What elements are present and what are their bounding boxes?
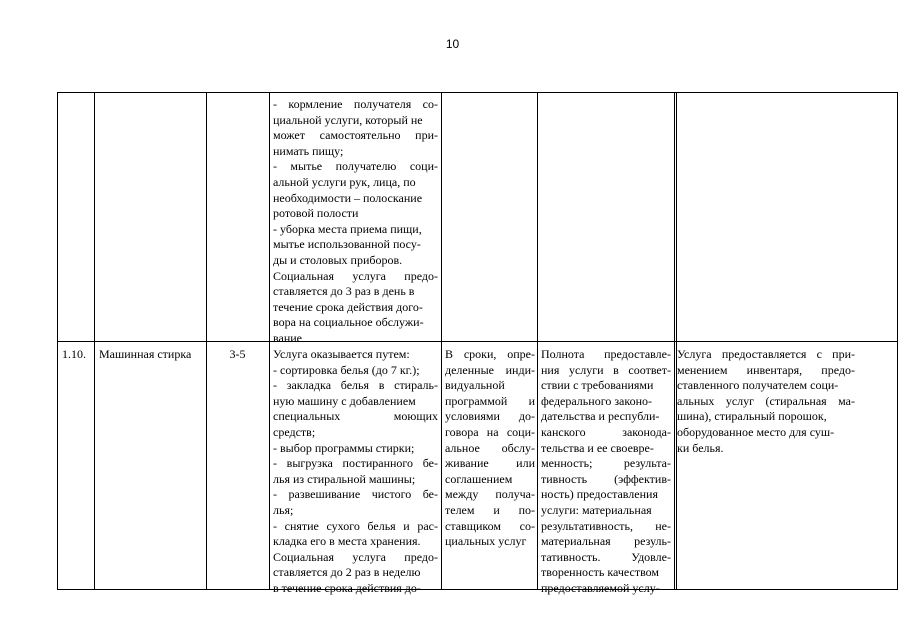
service-description bbox=[273, 347, 438, 597]
row-number: 1.10. bbox=[62, 347, 86, 361]
text-line: ротовой полости bbox=[273, 206, 359, 221]
page-number: 10 bbox=[445, 37, 460, 51]
text-line: - снятие сухого белья и рас- bbox=[273, 518, 438, 533]
text-line: ния услуги в соответ- bbox=[541, 362, 671, 377]
text-line: творенность качеством bbox=[541, 565, 660, 580]
text-line: нимать пищу; bbox=[273, 143, 344, 158]
text-line: говора на соци- bbox=[445, 424, 535, 439]
text-line: деленные инди- bbox=[445, 362, 535, 377]
text-line: видуальной bbox=[445, 378, 505, 393]
row-divider bbox=[58, 341, 897, 342]
text-line: между получа- bbox=[445, 487, 535, 502]
text-line: канского законода- bbox=[541, 424, 671, 439]
text-line: кладка его в места хранения. bbox=[273, 534, 421, 549]
text-line: - закладка белья в стираль- bbox=[273, 378, 438, 393]
text-line: соглашением bbox=[445, 471, 513, 486]
text-line: - выгрузка постиранного бе- bbox=[273, 456, 438, 471]
text-line: мытье использованной посу- bbox=[273, 237, 421, 252]
text-line: тативность. Удовле- bbox=[541, 549, 671, 564]
text-line: специальных моющих bbox=[273, 409, 438, 424]
text-line: циальной услуги, который не bbox=[273, 112, 423, 127]
text-line: альных услуг (стиральная ма- bbox=[677, 393, 855, 408]
text-line: - выбор программы стирки; bbox=[273, 440, 415, 455]
text-line: альной услуги рук, лица, по bbox=[273, 174, 416, 189]
text-line: Социальная услуга предо- bbox=[273, 549, 438, 564]
text-line: ставленного получателем соци- bbox=[677, 378, 839, 393]
text-line: Услуга оказывается путем: bbox=[273, 347, 410, 361]
text-line: течение срока действия дого- bbox=[273, 299, 423, 314]
text-line: телем и по- bbox=[445, 502, 535, 517]
service-terms bbox=[445, 347, 535, 550]
text-line: программой и bbox=[445, 393, 535, 408]
text-line: услуги: материальная bbox=[541, 502, 652, 517]
text-line: ствии с требованиями bbox=[541, 378, 654, 393]
text-line: оборудованное место для суш- bbox=[677, 424, 835, 439]
text-line: В сроки, опре- bbox=[445, 347, 535, 361]
text-line: тивность (эффектив- bbox=[541, 471, 671, 486]
text-line: лья из стиральной машины; bbox=[273, 471, 416, 486]
text-line: - сортировка белья (до 7 кг.); bbox=[273, 362, 420, 377]
text-line: - развешивание чистого бе- bbox=[273, 487, 438, 502]
text-line: в течение срока действия до- bbox=[273, 580, 421, 595]
text-line: шина), стиральный порошок, bbox=[677, 409, 827, 424]
text-line: менность; результа- bbox=[541, 456, 671, 471]
text-line: лья; bbox=[273, 502, 294, 517]
text-line: ставщиком со- bbox=[445, 518, 535, 533]
service-name: Машинная стирка bbox=[99, 347, 192, 361]
text-line: живание или bbox=[445, 456, 535, 471]
text-line: - уборка места приема пищи, bbox=[273, 221, 422, 236]
text-line: альное обслу- bbox=[445, 440, 535, 455]
text-line: необходимости – полоскание bbox=[273, 190, 423, 205]
text-line: дательства и республи- bbox=[541, 409, 660, 424]
text-line: ность) предоставления bbox=[541, 487, 658, 502]
text-line: ки белья. bbox=[677, 440, 724, 455]
service-code: 3-5 bbox=[229, 347, 246, 361]
text-line: результативность, не- bbox=[541, 518, 671, 533]
quality-indicators bbox=[541, 347, 671, 597]
text-line: материальная резуль- bbox=[541, 534, 671, 549]
services-table bbox=[57, 92, 898, 595]
continued-service-text bbox=[273, 97, 438, 347]
text-line: тельства и ее своевре- bbox=[541, 440, 654, 455]
text-line: федерального законо- bbox=[541, 393, 653, 408]
service-conditions bbox=[677, 347, 855, 456]
text-line: циальных услуг bbox=[445, 534, 527, 549]
text-line: ставляется до 2 раз в неделю bbox=[273, 565, 421, 580]
text-line: вора на социальное обслужи- bbox=[273, 315, 424, 330]
text-line: Социальная услуга предо- bbox=[273, 268, 438, 283]
text-line: Услуга предоставляется с при- bbox=[677, 347, 855, 361]
text-line: предоставляемой услу- bbox=[541, 580, 660, 595]
text-line: вание bbox=[273, 330, 303, 345]
text-line: - мытье получателю соци- bbox=[273, 159, 438, 174]
text-line: условиями до- bbox=[445, 409, 535, 424]
text-line: Полнота предоставле- bbox=[541, 347, 671, 361]
text-line: ставляется до 3 раз в день в bbox=[273, 284, 415, 299]
text-line: менением инвентаря, предо- bbox=[677, 362, 855, 377]
text-line: ды и столовых приборов. bbox=[273, 252, 403, 267]
text-line: может самостоятельно при- bbox=[273, 128, 438, 143]
text-line: - кормление получателя со- bbox=[273, 97, 438, 111]
text-line: ную машину с добавлением bbox=[273, 393, 416, 408]
text-line: средств; bbox=[273, 424, 316, 439]
